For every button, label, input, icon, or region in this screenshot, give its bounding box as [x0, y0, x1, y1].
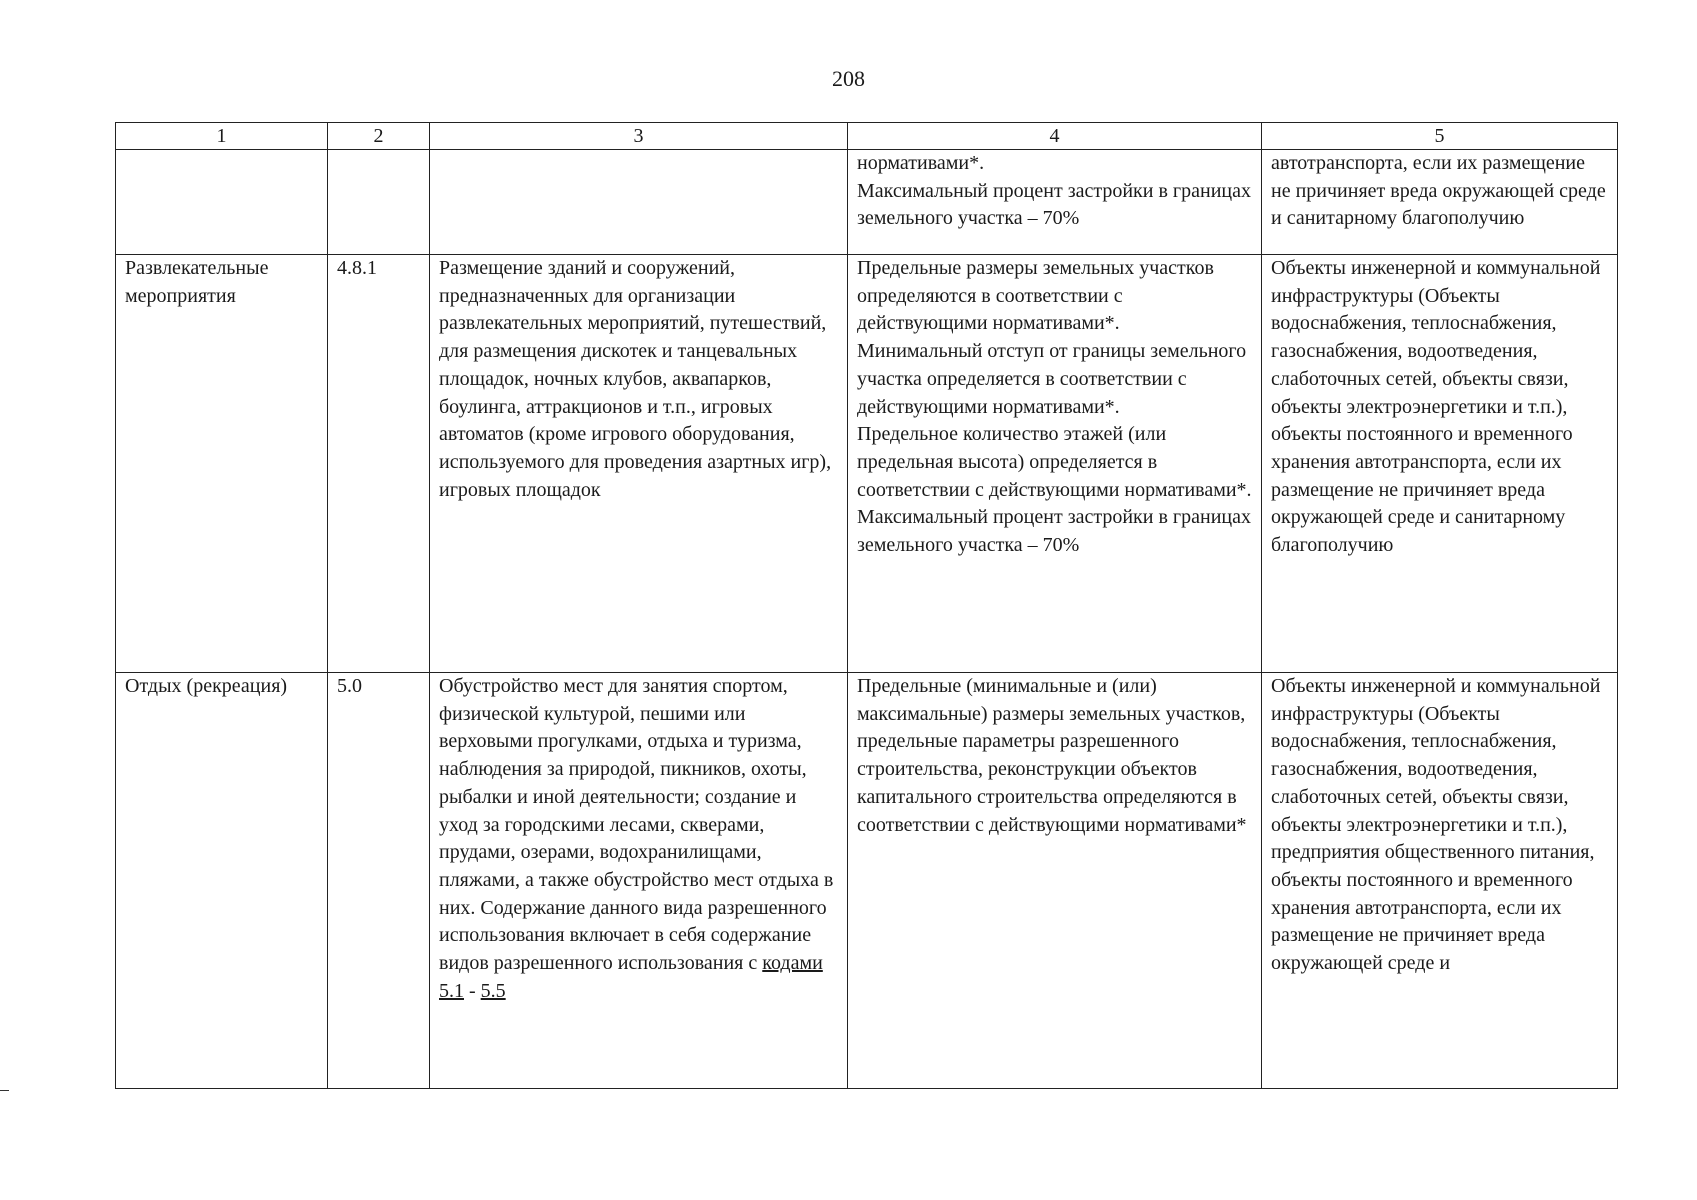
use-code-cell: 4.8.1 [328, 255, 430, 673]
column-header: 3 [430, 123, 848, 150]
column-header: 4 [848, 123, 1262, 150]
table-row [116, 673, 1618, 1089]
column-header: 1 [116, 123, 328, 150]
use-name-cell [116, 150, 328, 255]
auxiliary-uses-cell: Объекты инженерной и коммунальной инфраструктуры (Объекты водоснабжения, теплоснабжения, газоснабжения, водоотведения, слаботочных сетей, объекты связи, объекты электроэнергетики и т.п.), объекты постоянного и временного хранения автотранспорта, если их размещение не причиняет вреда окружающей среде и санитарному благополучию [1262, 255, 1618, 673]
use-name-cell: Развлекательные мероприятия [116, 255, 328, 673]
code-link-5-1[interactable]: кодами 5.1 [439, 952, 823, 1002]
zoning-table [115, 122, 1618, 1089]
column-header: 5 [1262, 123, 1618, 150]
use-description-cell [430, 150, 848, 255]
header-row [116, 123, 1618, 150]
code-link-5-5[interactable]: 5.5 [480, 979, 506, 1002]
use-description-cell: Размещение зданий и сооружений, предназначенных для организации развлекательных мероприятий, путешествий, для размещения дискотек и танцевальных площадок, ночных клубов, аквапарков, боулинга, аттракционов и т.п., игровых автоматов (кроме игрового оборудования, используемого для проведения азартных игр), игровых площадок [430, 255, 848, 673]
link-separator: - [464, 979, 481, 1002]
use-code-cell: 5.0 [328, 673, 430, 1089]
use-description-cell [430, 673, 848, 1089]
table-row [116, 150, 1618, 255]
auxiliary-uses-cell: автотранспорта, если их размещение не причиняет вреда окружающей среде и санитарному благополучию [1262, 150, 1618, 255]
use-code-cell [328, 150, 430, 255]
use-name-cell: Отдых (рекреация) [116, 673, 328, 1089]
parameters-cell: нормативами*. Максимальный процент застройки в границах земельного участка – 70% [848, 150, 1262, 255]
table-row [116, 255, 1618, 673]
parameters-cell: Предельные размеры земельных участков определяются в соответствии с действующими нормативами*. Минимальный отступ от границы земельного участка определяется в соответствии с действующими нормативами*. Предельное количество этажей (или предельная высота) определяется в соответствии с действующими нормативами*. Максимальный процент застройки в границах земельного участка – 70% [848, 255, 1262, 673]
description-text: Обустройство мест для занятия спортом, физической культурой, пешими или верховыми прогулками, отдыха и туризма, наблюдения за природой, пикников, охоты, рыбалки и иной деятельности; создание и уход за городскими лесами, скверами, прудами, озерами, водохранилищами, пляжами, а также обустройство мест отдыха в них. Содержание данного вида разрешенного использования включает в себя содержание видов разрешенного использования с [439, 675, 834, 975]
parameters-cell: Предельные (минимальные и (или) максимальные) размеры земельных участков, предельные параметры разрешенного строительства, реконструкции объектов капитального строительства определяются в соответствии с действующими нормативами* [848, 673, 1262, 1089]
page-number: 208 [832, 66, 865, 91]
auxiliary-uses-cell: Объекты инженерной и коммунальной инфраструктуры (Объекты водоснабжения, теплоснабжения, газоснабжения, водоотведения, слаботочных сетей, объекты связи, объекты электроэнергетики и т.п.), предприятия общественного питания, объекты постоянного и временного хранения автотранспорта, если их размещение не причиняет вреда окружающей среде и [1262, 673, 1618, 1089]
margin-mark [0, 1090, 9, 1091]
column-header: 2 [328, 123, 430, 150]
